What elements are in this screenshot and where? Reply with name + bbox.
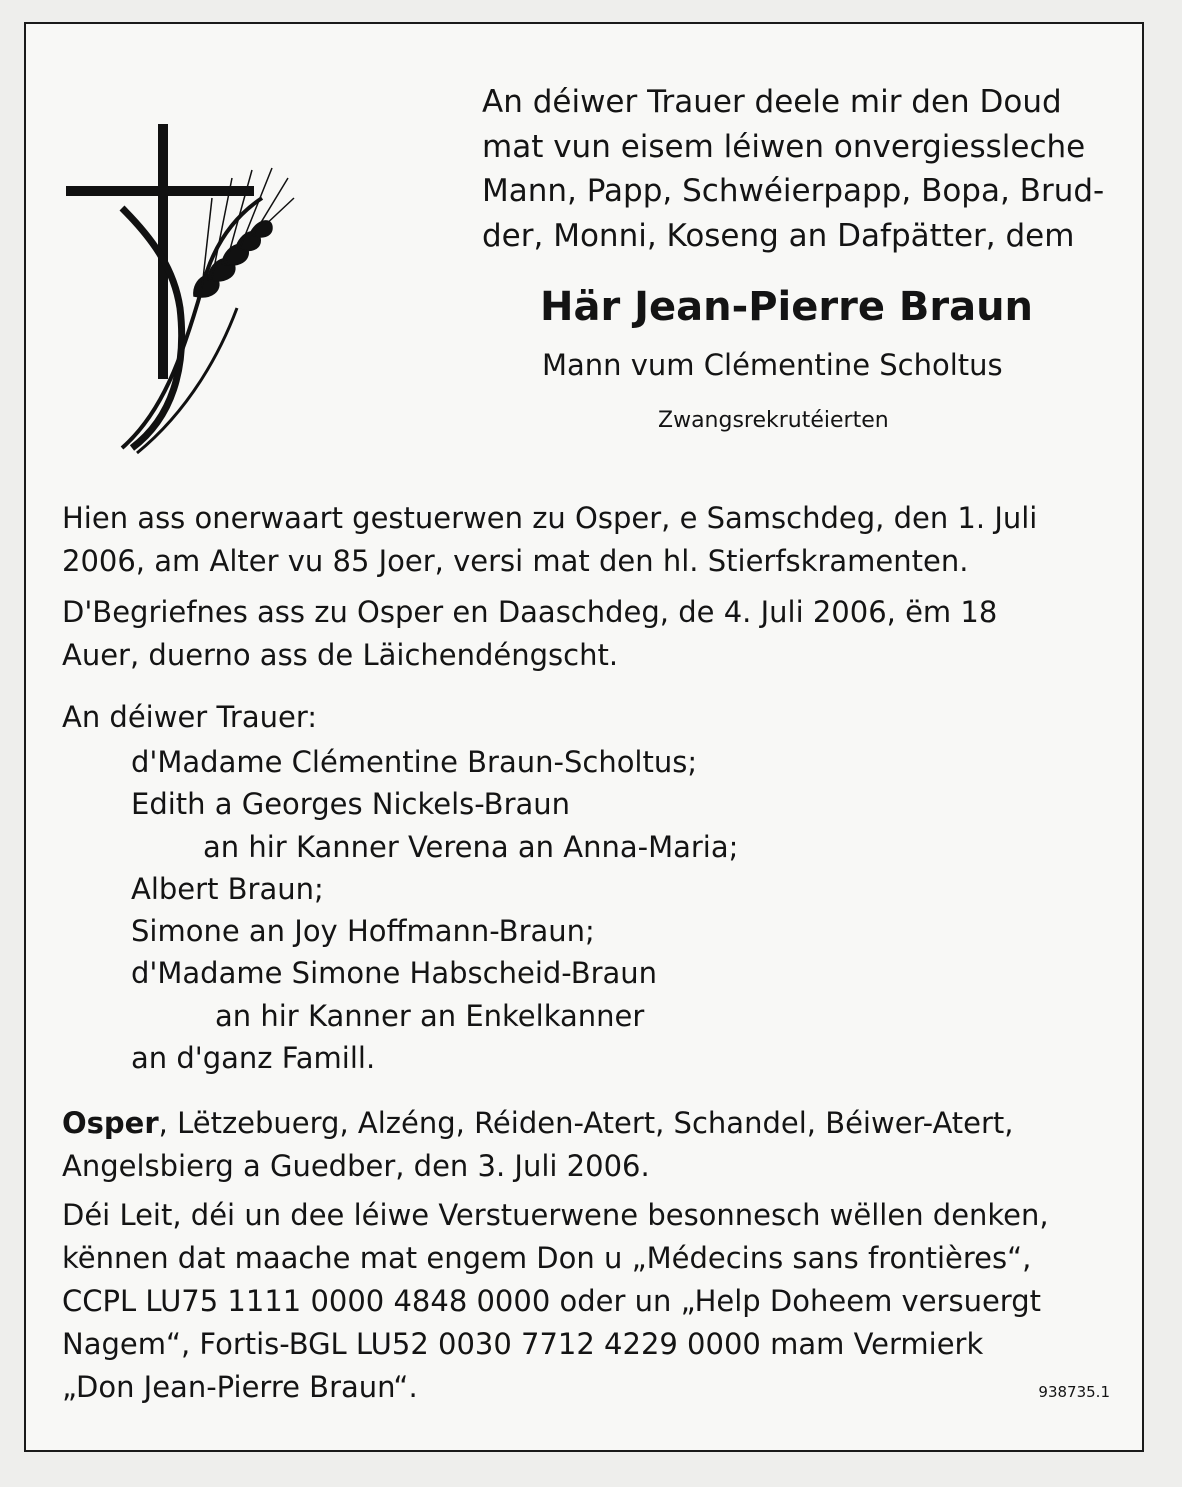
places-line: Angelsbierg a Guedber, den 3. Juli 2006. xyxy=(62,1149,650,1183)
intro-line: der, Monni, Koseng an Dafpätter, dem xyxy=(482,217,1075,254)
spouse-line: Mann vum Clémentine Scholtus xyxy=(542,348,1003,382)
mourner-entry: an hir Kanner Verena an Anna-Maria; xyxy=(203,829,739,864)
places-rest: , Lëtzebuerg, Alzéng, Réiden-Atert, Schandel, Béiwer-Atert, xyxy=(158,1106,1014,1140)
death-notice-line: 2006, am Alter vu 85 Joer, versi mat den hl. Stierfskramenten. xyxy=(62,544,969,578)
mourner-entry: an d'ganz Famill. xyxy=(131,1041,376,1076)
donation-line: CCPL LU75 1111 0000 4848 0000 oder un „Help Doheem versuergt xyxy=(62,1284,1041,1318)
intro-line: Mann, Papp, Schwéierpapp, Bopa, Brud- xyxy=(482,173,1105,209)
death-notice xyxy=(62,497,1107,583)
mourner-entry: Albert Braun; xyxy=(131,871,324,906)
mourners-list xyxy=(131,741,738,1079)
intro-line: mat vun eisem léiwen onvergiessleche xyxy=(482,128,1086,165)
cross-and-wheat-icon xyxy=(62,118,302,463)
burial-notice-line: Auer, duerno ass de Läichendéngscht. xyxy=(62,638,619,672)
mourner-entry: an hir Kanner an Enkelkanner xyxy=(215,998,645,1033)
places-and-date xyxy=(62,1102,1107,1188)
deceased-name: Här Jean-Pierre Braun xyxy=(540,284,1034,330)
places-line xyxy=(62,1102,1107,1145)
intro-announcement xyxy=(482,80,1107,258)
donation-request xyxy=(62,1194,1107,1409)
burial-notice xyxy=(62,591,1107,677)
donation-line: Déi Leit, déi un dee léiwe Verstuerwene besonnesch wëllen denken, xyxy=(62,1198,1049,1232)
deceased-role: Zwangsrekrutéierten xyxy=(658,408,889,433)
intro-line: An déiwer Trauer deele mir den Doud xyxy=(482,84,1062,120)
donation-line: Nagem“, Fortis-BGL LU52 0030 7712 4229 0000 mam Vermierk xyxy=(62,1327,984,1361)
mourner-entry: Simone an Joy Hoffmann-Braun; xyxy=(131,914,595,949)
reference-number: 938735.1 xyxy=(1038,1383,1110,1401)
mourner-entry: d'Madame Simone Habscheid-Braun xyxy=(131,956,658,991)
mourner-entry: d'Madame Clémentine Braun-Scholtus; xyxy=(131,745,698,779)
death-notice-line: Hien ass onerwaart gestuerwen zu Osper, e Samschdeg, den 1. Juli xyxy=(62,501,1038,535)
mourner-entry: Edith a Georges Nickels-Braun xyxy=(131,787,571,822)
donation-line: „Don Jean-Pierre Braun“. xyxy=(62,1370,418,1404)
place-osper: Osper xyxy=(62,1106,159,1140)
mourners-heading: An déiwer Trauer: xyxy=(62,700,317,734)
burial-notice-line: D'Begriefnes ass zu Osper en Daaschdeg, de 4. Juli 2006, ëm 18 xyxy=(62,595,998,629)
donation-line: kënnen dat maache mat engem Don u „Médecins sans frontières“, xyxy=(62,1241,1032,1275)
